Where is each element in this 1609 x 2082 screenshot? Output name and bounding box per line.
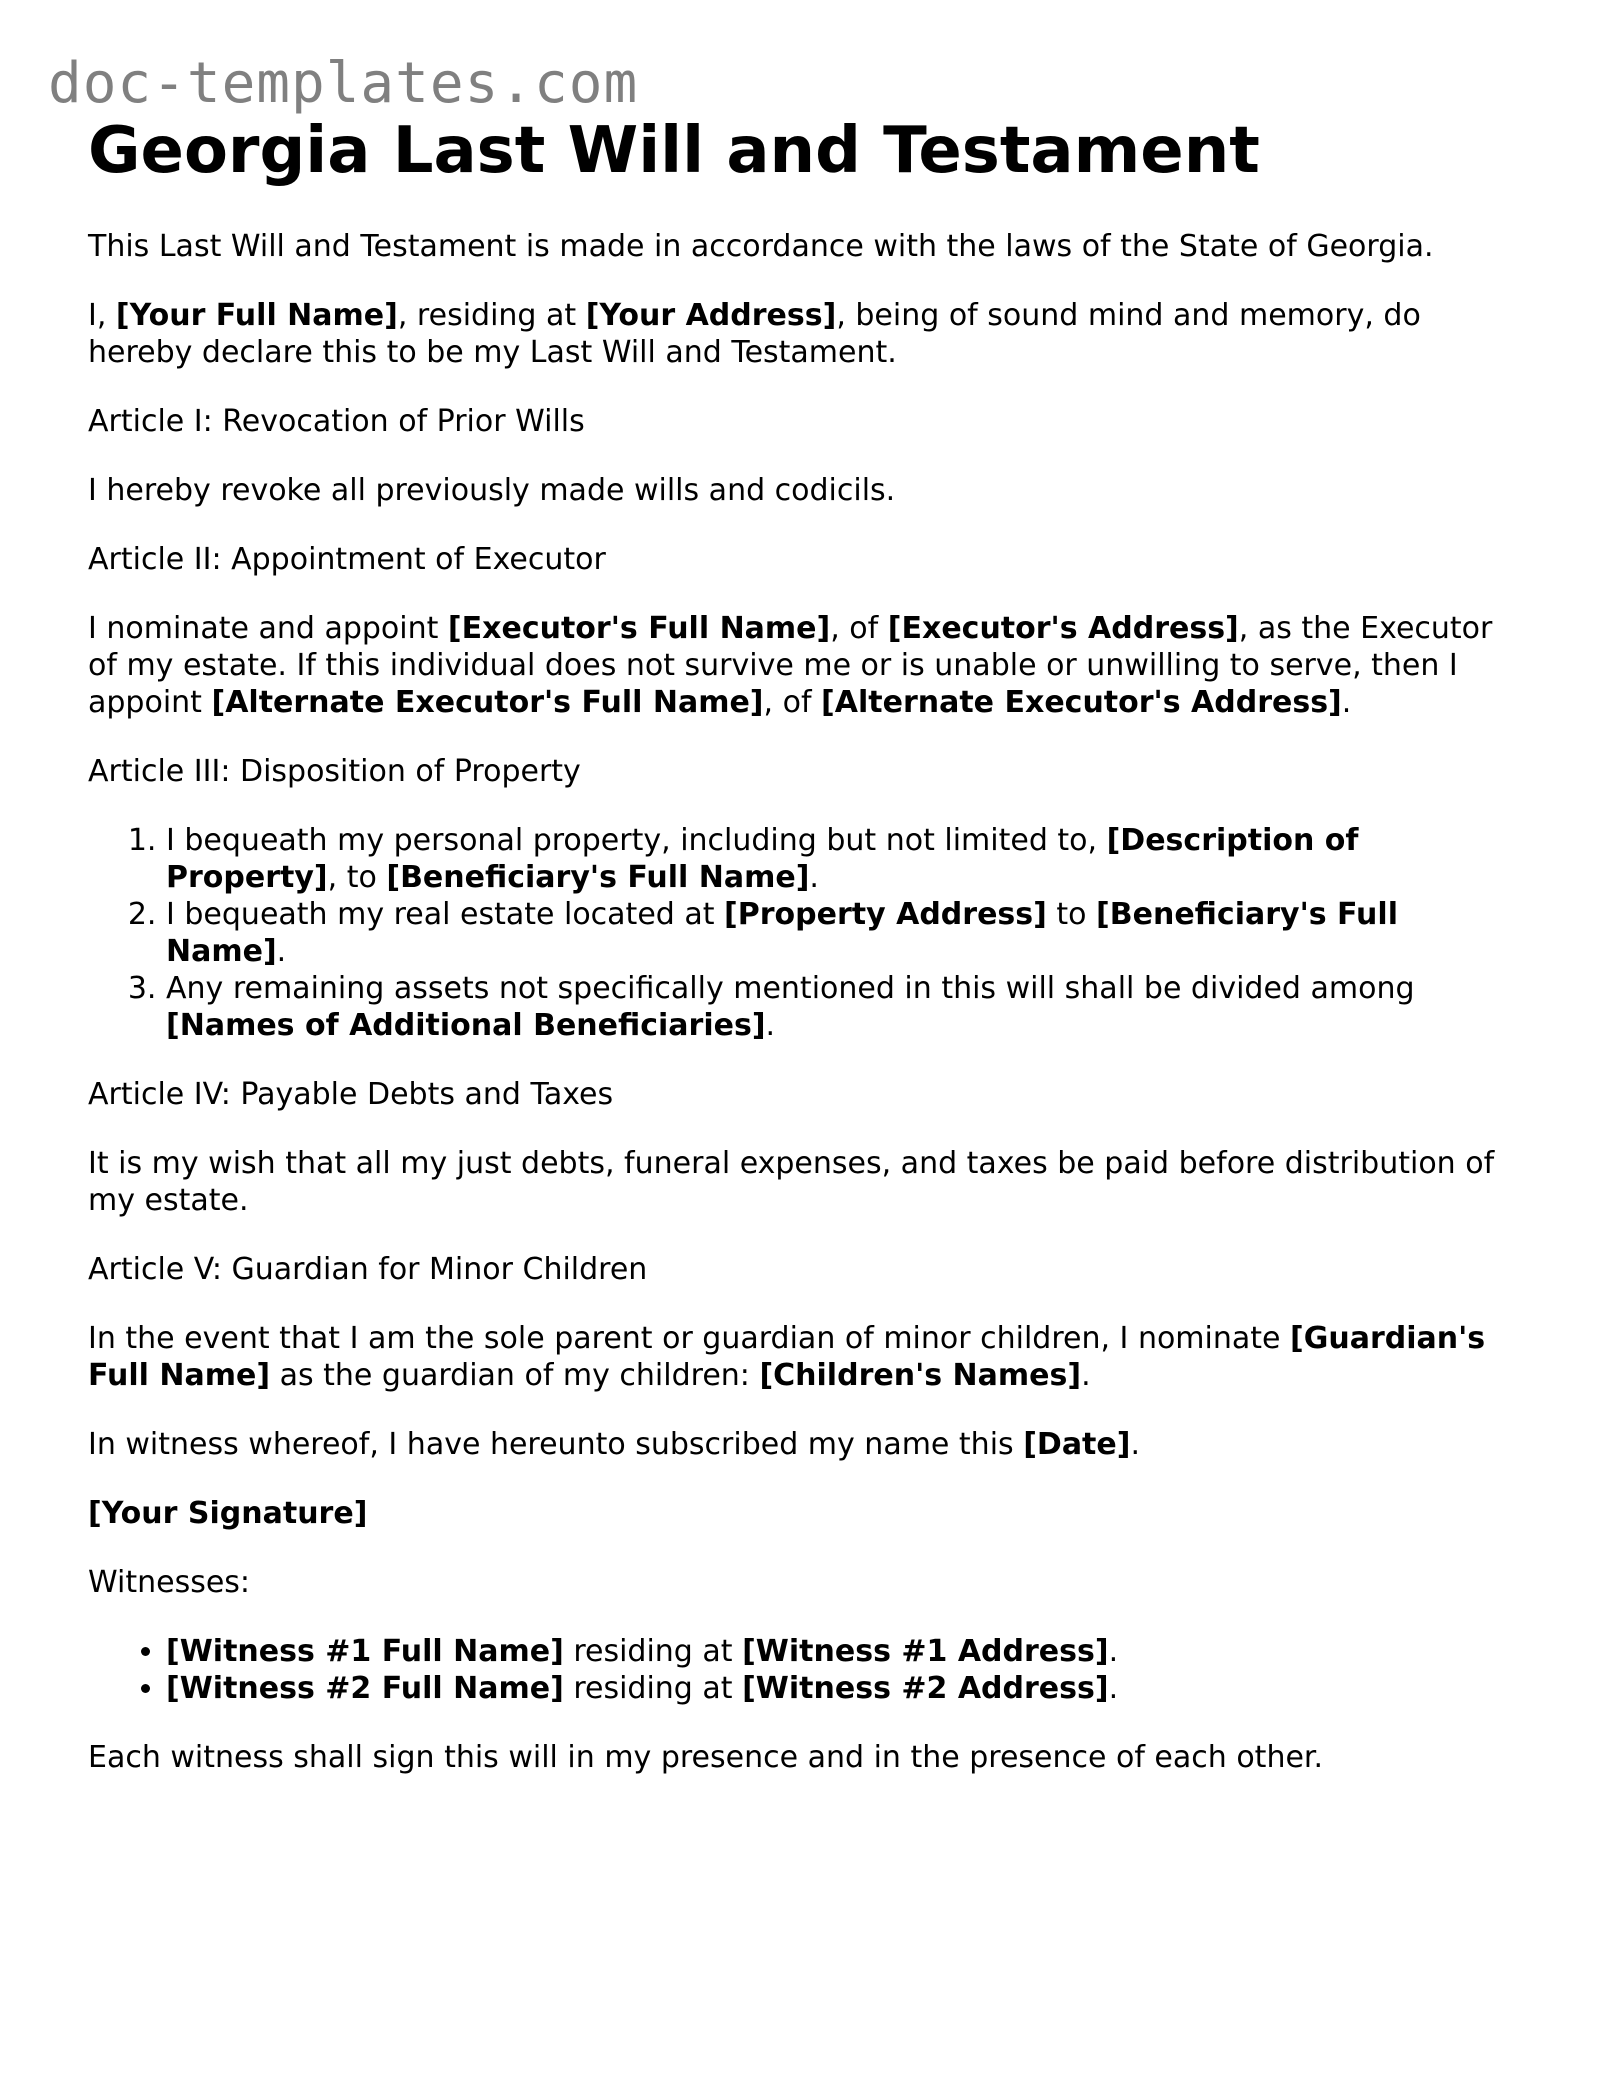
placeholder-children-names: [Children's Names] [759, 1358, 1082, 1393]
placeholder-property-description: [Description of Property] [166, 823, 1359, 895]
property-list [88, 822, 1528, 1044]
closing-paragraph: Each witness shall sign this will in my presence and in the presence of each other. [88, 1740, 1324, 1775]
article-4-heading: Article IV: Payable Debts and Taxes [88, 1077, 614, 1112]
article-1-heading: Article I: Revocation of Prior Wills [88, 404, 585, 439]
placeholder-your-address: [Your Address] [585, 298, 837, 333]
list-item: 3. Any remaining assets not specifically mentioned in this will shall be divided among [Names of Additional Beneficiaries]. [166, 970, 1528, 1044]
witness-clause: In witness whereof, I have hereunto subscribed my name this [Date]. [88, 1427, 1141, 1462]
article-2-heading: Article II: Appointment of Executor [88, 542, 606, 577]
list-item: 1. I bequeath my personal property, including but not limited to, [Description of Property], to [Beneficiary's Full Name]. [166, 822, 1528, 896]
page-title: Georgia Last Will and Testament [88, 114, 1260, 188]
declaration-paragraph: I, [Your Full Name], residing at [Your Address], being of sound mind and memory, do hereby declare this to be my Last Will and Testament. [88, 298, 1421, 370]
article-3-heading: Article III: Disposition of Property [88, 754, 581, 789]
witnesses-label: Witnesses: [88, 1565, 251, 1600]
placeholder-guardian-name: [Guardian's Full Name] [88, 1321, 1486, 1393]
placeholder-witness-2-name: [Witness #2 Full Name] [166, 1671, 564, 1706]
list-item: 2. I bequeath my real estate located at [Property Address] to [Beneficiary's Full Name]. [166, 896, 1528, 970]
placeholder-witness-1-name: [Witness #1 Full Name] [166, 1634, 564, 1669]
placeholder-witness-2-address: [Witness #2 Address] [742, 1671, 1109, 1706]
article-5-text: In the event that I am the sole parent or guardian of minor children, I nominate [Guardian's Full Name] as the guardian of my children: [Children's Names]. [88, 1321, 1486, 1393]
placeholder-property-address: [Property Address] [724, 897, 1047, 932]
intro-paragraph: This Last Will and Testament is made in accordance with the laws of the State of Georgia. [88, 229, 1434, 264]
placeholder-beneficiary-name: [Beneficiary's Full Name] [386, 860, 810, 895]
article-2-text: I nominate and appoint [Executor's Full Name], of [Executor's Address], as the Executor of my estate. If this individual does not survive me or is unable or unwilling to serve, then I appoint [Alternate Executor's Full Name], of [Alternate Executor's Address]. [88, 611, 1493, 720]
site-watermark: doc-templates.com [48, 51, 639, 116]
placeholder-beneficiary-name: [Beneficiary's Full Name] [166, 897, 1398, 969]
signature-line: [Your Signature] [88, 1496, 368, 1531]
document-body [88, 110, 1528, 1808]
list-item: • [Witness #1 Full Name] residing at [Witness #1 Address]. [166, 1633, 1528, 1670]
list-item: • [Witness #2 Full Name] residing at [Witness #2 Address]. [166, 1670, 1528, 1707]
placeholder-executor-name: [Executor's Full Name] [447, 611, 831, 646]
article-4-text: It is my wish that all my just debts, funeral expenses, and taxes be paid before distribution of my estate. [88, 1146, 1495, 1218]
placeholder-your-full-name: [Your Full Name] [115, 298, 398, 333]
placeholder-executor-address: [Executor's Address] [887, 611, 1239, 646]
placeholder-alternate-executor-name: [Alternate Executor's Full Name] [211, 685, 764, 720]
placeholder-additional-beneficiaries: [Names of Additional Beneficiaries] [166, 1008, 766, 1043]
placeholder-date: [Date] [1023, 1427, 1131, 1462]
placeholder-alternate-executor-address: [Alternate Executor's Address] [821, 685, 1342, 720]
article-1-text: I hereby revoke all previously made wills and codicils. [88, 473, 896, 508]
witness-list [88, 1633, 1528, 1707]
placeholder-witness-1-address: [Witness #1 Address] [742, 1634, 1109, 1669]
article-5-heading: Article V: Guardian for Minor Children [88, 1252, 648, 1287]
